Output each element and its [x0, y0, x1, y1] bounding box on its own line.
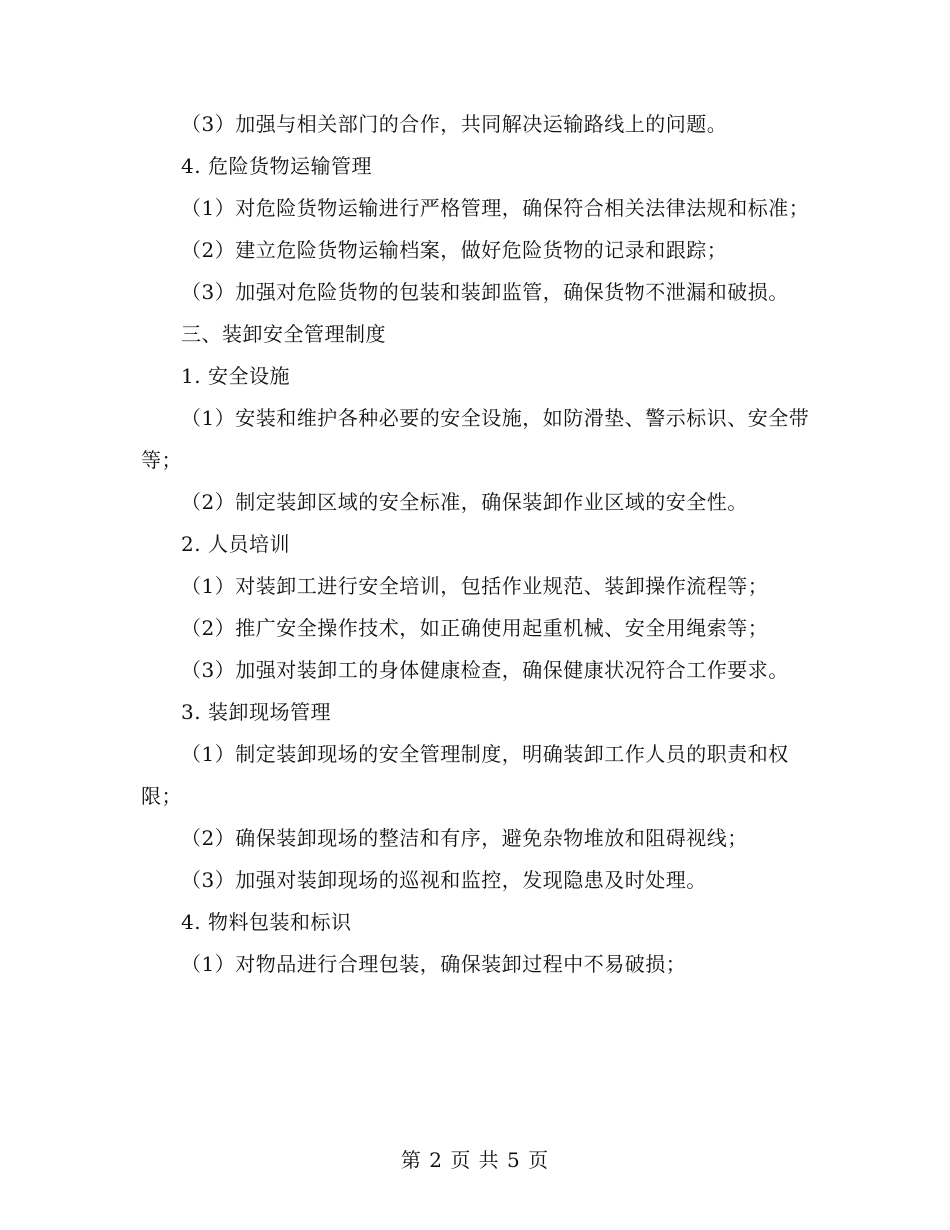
document-body	[141, 103, 811, 985]
paragraph-8: （1）安装和维护各种必要的安全设施，如防滑垫、警示标识、安全带等；	[141, 406, 810, 472]
paragraph-11: （1）对装卸工进行安全培训，包括作业规范、装卸操作流程等；	[181, 574, 769, 598]
paragraph-5: （3）加强对危险货物的包装和装卸监管，确保货物不泄漏和破损。	[181, 280, 789, 304]
paragraph-4: （2）建立危险货物运输档案，做好危险货物的记录和跟踪；	[181, 238, 728, 262]
paragraph-3: （1）对危险货物运输进行严格管理，确保符合相关法律法规和标准；	[181, 196, 810, 220]
paragraph-12: （2）推广安全操作技术，如正确使用起重机械、安全用绳索等；	[181, 616, 769, 640]
page-number-footer: 第 2 页 共 5 页	[400, 1148, 550, 1172]
paragraph-13: （3）加强对装卸工的身体健康检查，确保健康状况符合工作要求。	[181, 658, 789, 682]
paragraph-15: （1）制定装卸现场的安全管理制度，明确装卸工作人员的职责和权限；	[141, 742, 789, 808]
section-heading-4b: 4. 物料包装和标识	[181, 910, 352, 934]
paragraph-17: （3）加强对装卸现场的巡视和监控，发现隐患及时处理。	[181, 868, 707, 892]
chapter-heading-3: 三、装卸安全管理制度	[181, 322, 386, 346]
paragraph-9: （2）制定装卸区域的安全标准，确保装卸作业区域的安全性。	[181, 490, 748, 514]
paragraph-19: （1）对物品进行合理包装，确保装卸过程中不易破损；	[181, 952, 687, 976]
section-heading-1: 1. 安全设施	[181, 364, 290, 388]
paragraph-16: （2）确保装卸现场的整洁和有序，避免杂物堆放和阻碍视线；	[181, 826, 748, 850]
paragraph-1: （3）加强与相关部门的合作，共同解决运输路线上的问题。	[181, 112, 728, 136]
section-heading-3: 3. 装卸现场管理	[181, 700, 331, 724]
section-heading-2: 2. 人员培训	[181, 532, 290, 556]
section-heading-4: 4. 危险货物运输管理	[181, 154, 372, 178]
